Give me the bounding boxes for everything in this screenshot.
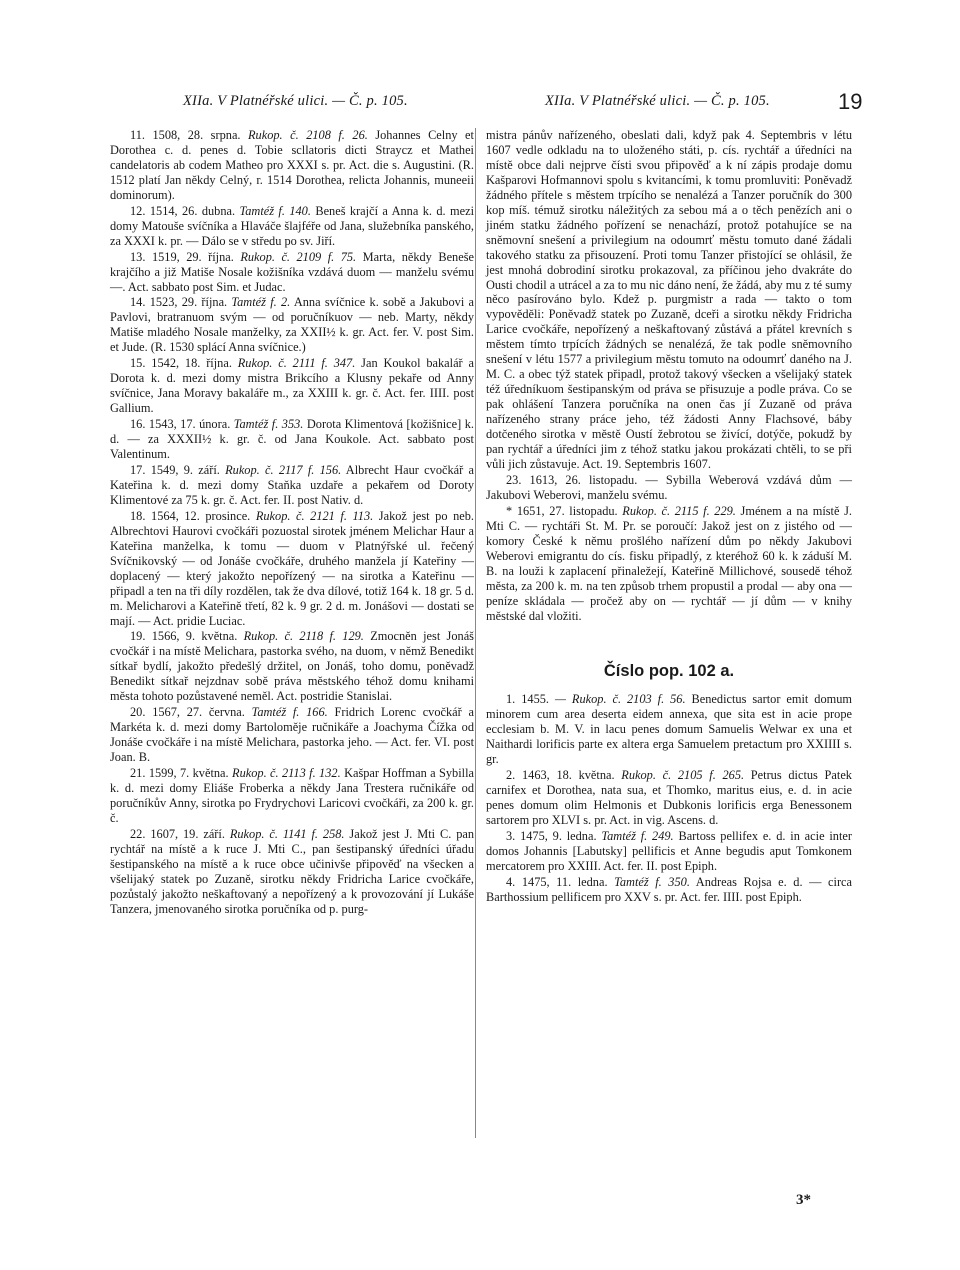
- entry-102a-2: 2. 1463, 18. května. Rukop. č. 2105 f. 265. Petrus dictus Patek carnifex et Dorothea, nata sua, et Thomko, maritus eius, e. d. in acie penes domum olim Helmonis et Dubkonis lorificis erga Benessonem sartorem pro XLVI s. pr. Act. in vig. Ascens. d.: [486, 768, 852, 828]
- page-number: 19: [838, 89, 863, 114]
- signature-mark: 3*: [796, 1192, 811, 1208]
- entry-23: 23. 1613, 26. listopadu. — Sybilla Weberová vzdává dům — Jakubovi Weberovi, manželu svému.: [486, 472, 852, 502]
- entry-14: 14. 1523, 29. října. Tamtéž f. 2. Anna svíčnice k. sobě a Jakubovi a Pavlovi, bratranuom svým — od poručníkuov — neb. Marty, někdy Matiše mladého Nosale manželky, za XXII½ k. gr. Act. fer. V. post Sim. et Jude. (R. 1530 splácí Anna svíčnice.): [110, 295, 474, 355]
- entry-19: 19. 1566, 9. května. Rukop. č. 2118 f. 129. Zmocněn jest Jonáš cvočkář i na místě Melichara, pastorka svého, na duom, v němž Benedikt sítkař bydlí, jakožto předešlý držitel, on Jonáš, toho domu, poněvadž Benedikt sítkař nejzdnav sobě práva městského téhož domu knihami města tohoto pozůstavené neměl. Act. postridie Stanislai.: [110, 629, 474, 704]
- entry-16: 16. 1543, 17. února. Tamtéž f. 353. Dorota Klimentová [kožišnice] k. d. — za XXXII½ k. gr. č. od Jana Koukole. Act. sabbato post Valentinum.: [110, 417, 474, 462]
- entry-12: 12. 1514, 26. dubna. Tamtéž f. 140. Beneš krajčí a Anna k. d. mezi domy Matouše svíčníka a Hlaváče šlajféře od Jana, služebníka panského, za XXXI k. pr. — Dálo se v středu po sv. Jiří.: [110, 203, 475, 248]
- left-column: [110, 128, 474, 918]
- entry-102a-1: 1. 1455. — Rukop. č. 2103 f. 56. Benedictus sartor emit domum minorem cum area deserta eidem annexa, que sita est in acie prope ecclesiam b. M. V. in lacu penes domum Samuelis Welwar ex una et Naithardi lorificis parte ex altera erga Samuelem pretactum pro XXIIII s. gr.: [486, 692, 853, 767]
- section-heading: Číslo pop. 102 a.: [603, 662, 735, 681]
- entry-18: 18. 1564, 12. prosince. Rukop. č. 2121 f. 113. Jakož jest po neb. Albrechtovi Haurovi cvočkáři pozuostal sirotek jménem Melichar Haur a Kateřina manželka, k tomu — duom v Platnýřské ul. řečený Svíčnikovský — od Jonáše cvočkáře, druhého manžela jí Kateřiny — doplacený — který jakožto nepořízený — na sirotka a Kateřinu — připadl a ten na tři díly rozdělen, tak že dva dílové, totiž 164 k. 18 gr. 5 d. m. Melicharovi a Kateřině třetí, 82 k. 9 gr. 2 d. m. Jonášovi — dostati se mají. — Act. pridie Luciac.: [110, 508, 474, 628]
- entry-21: 21. 1599, 7. května. Rukop. č. 2113 f. 132. Kašpar Hoffman a Sybilla k. d. mezi domy Eliáše Froberka a někdy Jana Trestera ručnikáře od poručníkův Anny, sirotka po Frydrychovi Laricovi cvočkáři, za 200 k. gr. č.: [110, 766, 474, 825]
- right-column: [486, 128, 852, 906]
- entry-17: 17. 1549, 9. září. Rukop. č. 2117 f. 156. Albrecht Haur cvočkář a Kateřina k. d. mezi domy Staňka uzdaře a pekařem od Doroty Klimentové za 75 k. gr. č. Act. fer. II. post Nativ. d.: [110, 462, 474, 507]
- column-divider: [475, 128, 476, 1138]
- running-header-right: XIIa. V Platnéřské ulici. — Č. p. 105.: [545, 93, 770, 109]
- entry-11: 11. 1508, 28. srpna. Rukop. č. 2108 f. 26. Johannes Celny et Dorothea c. d. penes d. Tobie scllatoris dicti Straycz et Mathei candelatoris ab codem Matheo pro XXXI s. pr. Act. die s. Augustini. (R. 1512 platí Jan někdy Celný, r. 1514 Dorothea, relicta Johannis, muneeii dominorum).: [110, 128, 474, 202]
- entry-22: 22. 1607, 19. září. Rukop. č. 1141 f. 258. Jakož jest J. Mti C. pan rychtář na místě a k ruce J. Mti C., pan šestipanský úředníci úřadu šestipanského na místě a k ruce obce učinivše připověď na všecken a všelijaký statek po Zuzaně, sirotku někdy Fridricha Larice cvočkáře, pozůstalý jakožto neškaftovaný a nepořízený a k provozování jí Lukáše Tanzera, jmenovaného sirotka poručníka od p. purg-: [110, 826, 475, 916]
- entry-15: 15. 1542, 18. října. Rukop. č. 2111 f. 347. Jan Koukol bakalář a Dorota k. d. mezi domy mistra Brikcího a Klusny pekaře od Anny svíčnice, Jana Moravy bakaláře m., za XXIII k. gr. č. Act. fer. IIII. post Gallium.: [110, 356, 474, 416]
- entry-20: 20. 1567, 27. června. Tamtéž f. 166. Fridrich Lorenc cvočkář a Markéta k. d. mezi domy Bartoloměje ručnikáře a Joachyma Čížka od Jonáše cvočkáře i na místě Melichara, pastorka jeho. — Act. fer. VI. post Joan. B.: [110, 705, 474, 765]
- entry-22-continuation: mistra pánův nařízeného, obeslati dali, když pak 4. Septembris v létu 1607 vedle odkladu na to uloženého státi, p. cís. rychtář a úředníci na místě obce dali nejprve čísti svou připověď a k ní zápis prodaje domu Kašparovi Hofmannovi spolu s kvitancími, k tomu promluviti: Poněvadž žádného přítele s městem trpícího se nenalézá a Tanzer poručník do 300 kop míš. témuž sirotku náležitých za sebou má a o těch penězích ani o jiném statku žádného pořízení se nenachází, protož potahujíce se na sněmovní snešení a privilegium na odoumrť městu tomuto dané žádali takového statku za přisouzení. Proti tomu Tanzer přistojící se ohlásil, že jest mnohá dobrodiní sirotku prokazoval, za příčinou jeho dvakráte do Ousti chodil a utrácel a za to mu nic dáno není, že žádá, aby mu z té sumy něco pasírováno bylo. Kdež p. purgmistr a rada — takto o tom vypověděli: Poněvadž statek po Zuzaně, dceři a sirotku někdy Fridricha Larice cvočkáře, nepořízený a neškaftovaný zůstává a přátel krevních s městem tímto trpících žádných se nenalézá, že tak podle sněmovního snešení v létu 1577 a privilegium městu tomuto na odoumrť daného na J. M. C. a obec týž statek připadl, protož takový všecken a všelijaký statek též úředníkuom šestipanským od práva se přisuzuje a podle práva. Co se pak ohlášení Tanzera poručníka na onen čas jí Zuzaně od práva nařízeného strany práce jeho, též žádosti Anny Flachsové, báby dotčeného sirotka v městě Oustí žebrotou se živící, dotýče, pokudž by pan rychtář a úředníci jim z téhož statku jakou prokázati chtěli, to se při vůli jich zůstavuje. Act. 19. Septembris 1607.: [486, 128, 852, 471]
- entry-102a-3: 3. 1475, 9. ledna. Tamtéž f. 249. Bartoss pellifex e. d. in acie inter domos Johannis [Labutsky] pellificis et Anne begudis aput Tomkonem mercatorem pro XXIII. Act. fer. II. post Epiph.: [486, 828, 852, 873]
- entry-102a-4: 4. 1475, 11. ledna. Tamtéž f. 350. Andreas Rojsa e. d. — circa Barthossium pellificem pro XXV s. pr. Act. fer. IIII. post Epiph.: [486, 874, 853, 904]
- entry-star: * 1651, 27. listopadu. Rukop. č. 2115 f. 229. Jménem a na místě J. Mti C. — rychtáři St. M. Pr. se poroučí: Jakož jest on z jistého od — komory České k němu prošlého nařízení dům po někdy Jakubovi Weberovi emigrantu do cís. fisku připadlý, z kteréhož 60 k. k záduší M. B. na louži k zaplacení přinaležejí, Kateřině Millichové, sousedě téhož města, za 200 k. m. na ten způsob trhem propustil a prodal — aby ona — peníze skládala — pročež aby on — rychtář — jí dům — v knihy městské dal vložiti.: [486, 503, 852, 623]
- running-header-left: XIIa. V Platnéřské ulici. — Č. p. 105.: [183, 93, 408, 109]
- entry-13: 13. 1519, 29. října. Rukop. č. 2109 f. 75. Marta, někdy Beneše krajčího a již Matiše Nosale kožišníka vzdává duom — manželu svému —. Act. sabbato post Sim. et Judac.: [110, 249, 474, 294]
